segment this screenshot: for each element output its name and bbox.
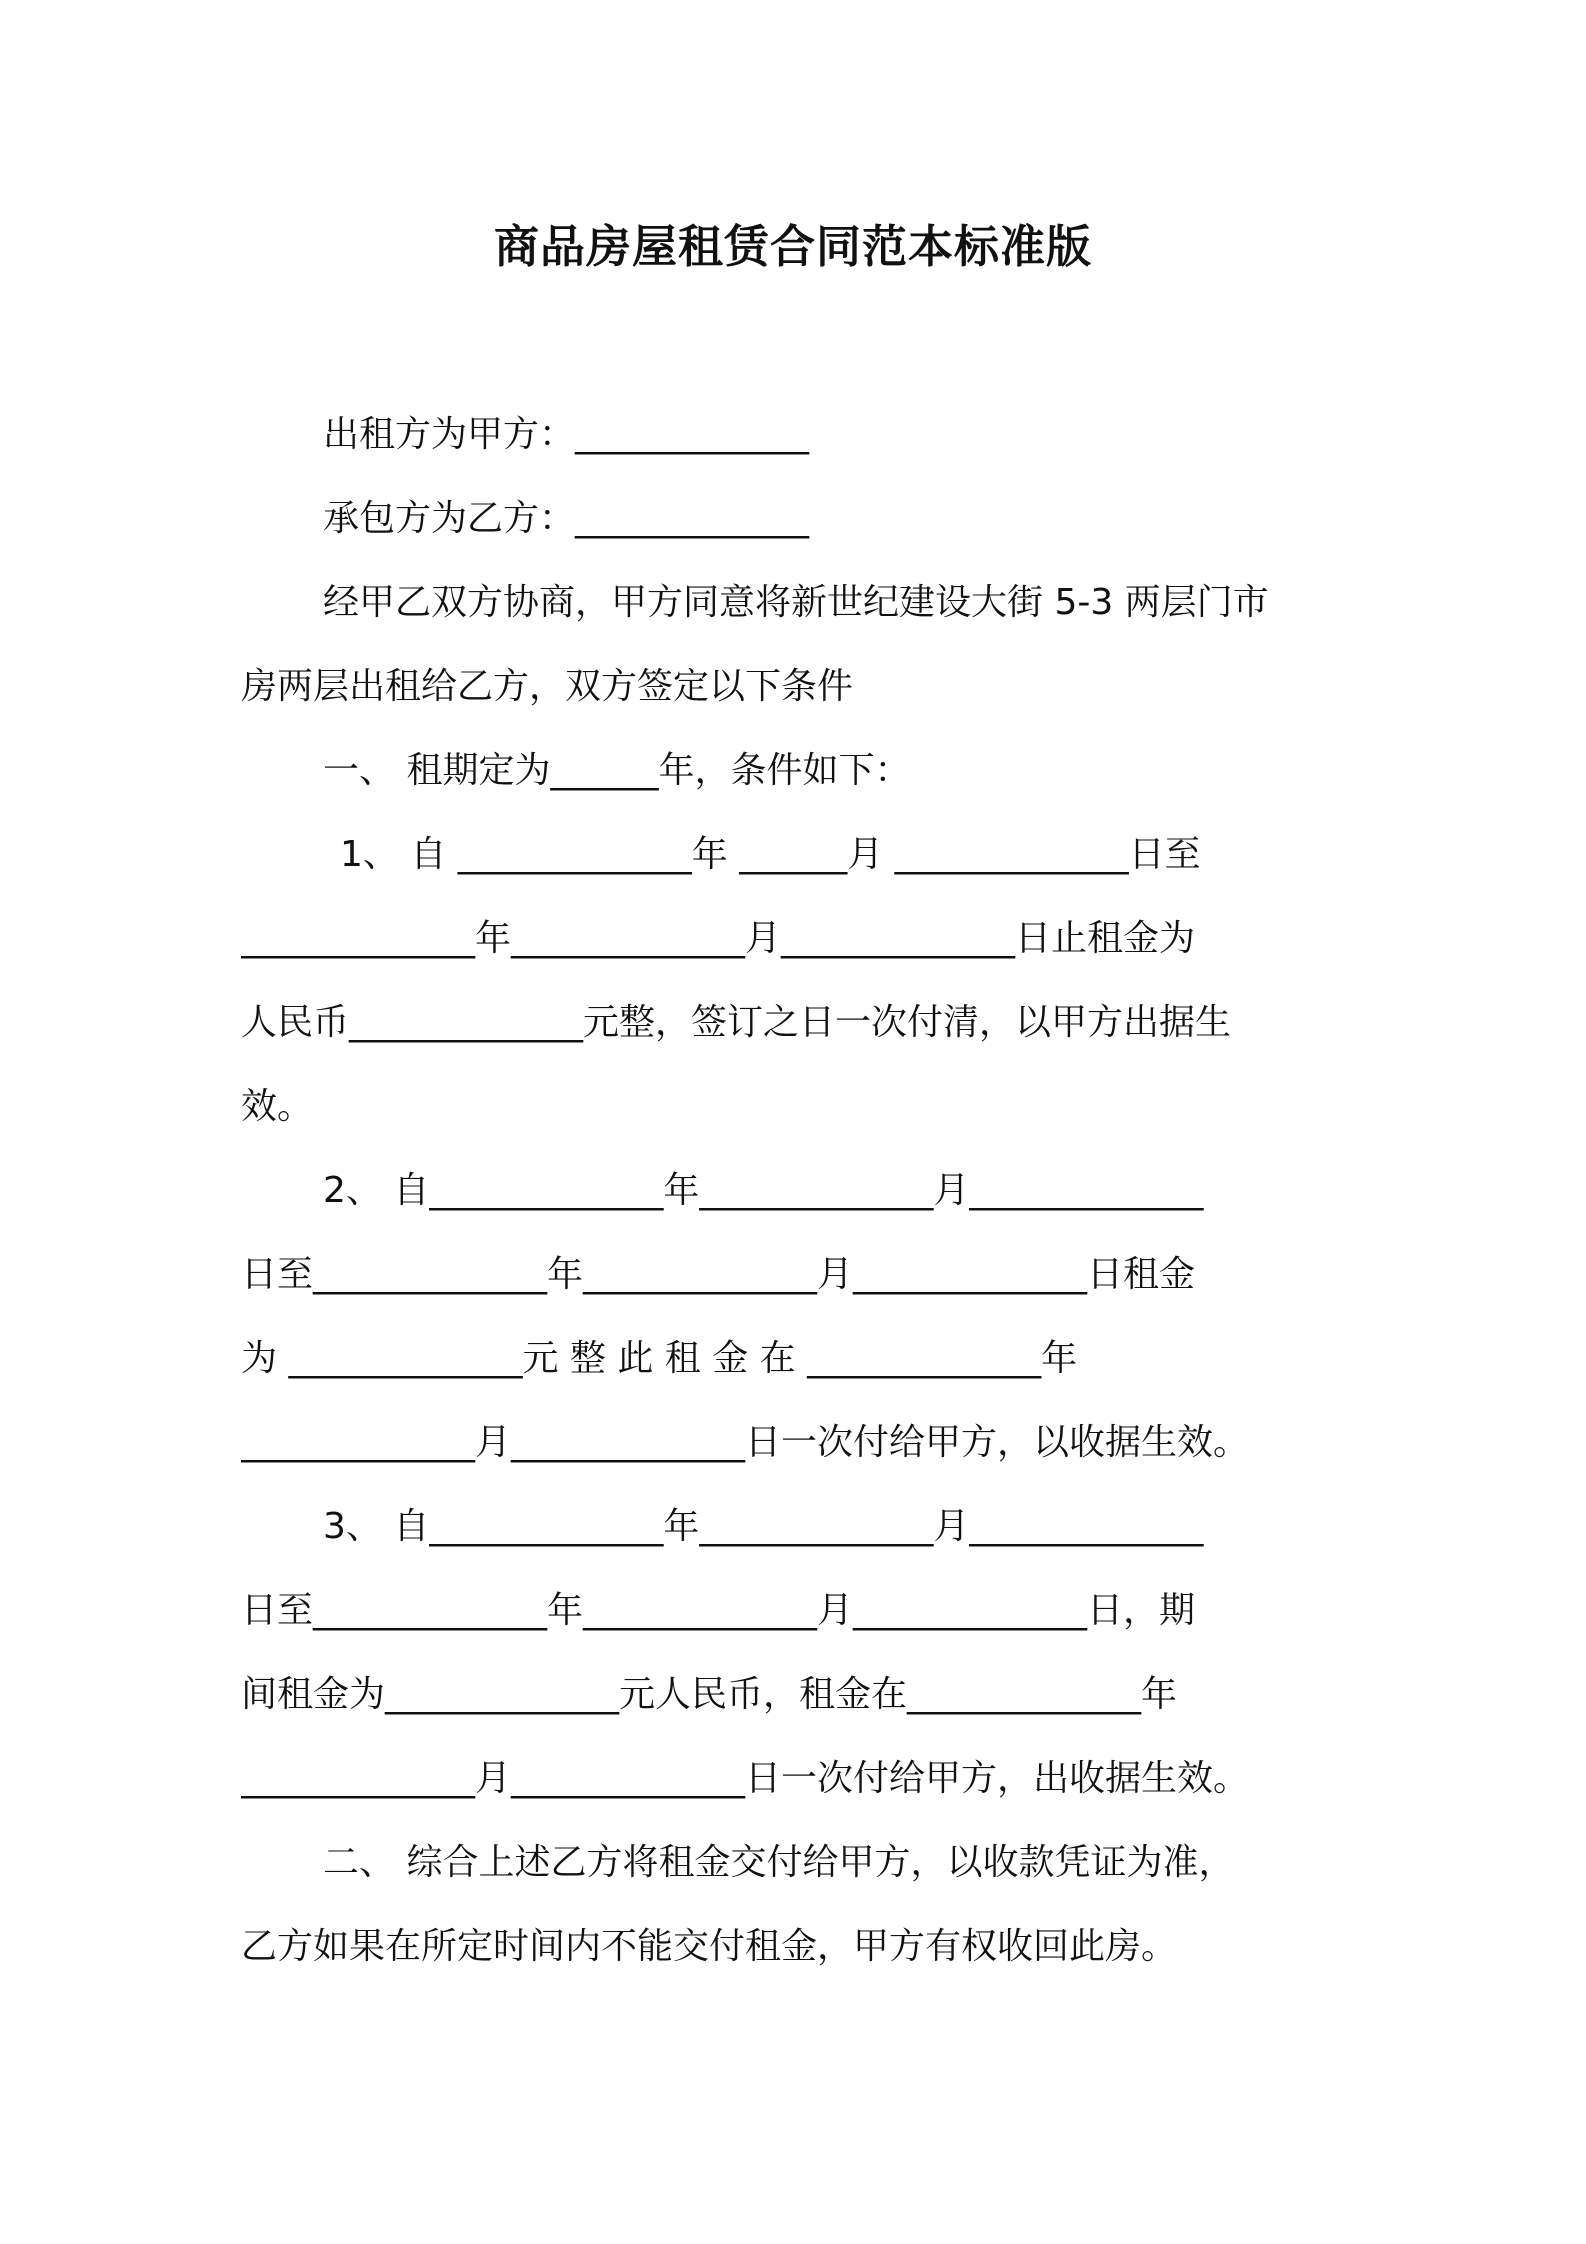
lessor-text: 出租方为甲方：_____________: [323, 414, 810, 455]
clause-3-text-1: 3、 自_____________年_____________月_____________: [323, 1506, 1204, 1547]
section-one-heading: [323, 729, 1433, 813]
clause-1-text-3: 人民币_____________元整，签订之日一次付清，以甲方出据生: [241, 1002, 1232, 1043]
clause-2-line-4: [241, 1401, 1351, 1485]
section-one-text: 一、 租期定为______年，条件如下：: [323, 750, 911, 791]
clause-3-text-4: _____________月_____________日一次付给甲方，出收据生效。: [241, 1758, 1250, 1799]
clause-1-line-4: [241, 1065, 1351, 1149]
clause-1-line-3: [241, 981, 1351, 1065]
clause-3-line-3: [241, 1653, 1351, 1737]
clause-3-line-1: [323, 1485, 1433, 1569]
intro-line-2: [241, 645, 1351, 729]
section-two-text-2: 乙方如果在所定时间内不能交付租金，甲方有权收回此房。: [241, 1926, 1178, 1967]
intro-text-2: 房两层出租给乙方，双方签定以下条件: [241, 666, 854, 707]
clause-2-line-1: [323, 1149, 1433, 1233]
clause-3-line-2: [241, 1569, 1351, 1653]
clause-1-text-2: _____________年_____________月_____________日止租金为: [241, 918, 1196, 959]
clause-2-line-3: [241, 1317, 1351, 1401]
section-two-text-1: 二、 综合上述乙方将租金交付给甲方，以收款凭证为准，: [323, 1842, 1235, 1883]
clause-2-text-2: 日至_____________年_____________月_____________日租金: [241, 1254, 1196, 1295]
lessee-text: 承包方为乙方：_____________: [323, 498, 810, 539]
lessor-line: [323, 393, 1433, 477]
clause-2-text-4: _____________月_____________日一次付给甲方，以收据生效。: [241, 1422, 1250, 1463]
document-title: 商品房屋租赁合同范本标准版: [493, 220, 1092, 273]
clause-1-line-2: [241, 897, 1351, 981]
clause-3-text-2: 日至_____________年_____________月_____________日，期: [241, 1590, 1196, 1631]
clause-1-text-1: 1、 自 _____________年 ______月 _____________日至: [340, 834, 1201, 875]
clause-2-text-3: 为 _____________元 整 此 租 金 在 _____________年: [241, 1338, 1078, 1379]
clause-2-line-2: [241, 1233, 1351, 1317]
section-two-line-1: [323, 1821, 1433, 1905]
clause-3-text-3: 间租金为_____________元人民币，租金在_____________年: [241, 1674, 1178, 1715]
intro-text-1: 经甲乙双方协商，甲方同意将新世纪建设大街 5-3 两层门市: [323, 582, 1269, 623]
intro-line-1: [323, 561, 1433, 645]
section-two-line-2: [241, 1905, 1351, 1989]
clause-1-line-1: [340, 813, 1351, 897]
clause-2-text-1: 2、 自_____________年_____________月_____________: [323, 1170, 1204, 1211]
clause-1-text-4: 效。: [241, 1086, 314, 1127]
lessee-line: [323, 477, 1433, 561]
clause-3-line-4: [241, 1737, 1351, 1821]
